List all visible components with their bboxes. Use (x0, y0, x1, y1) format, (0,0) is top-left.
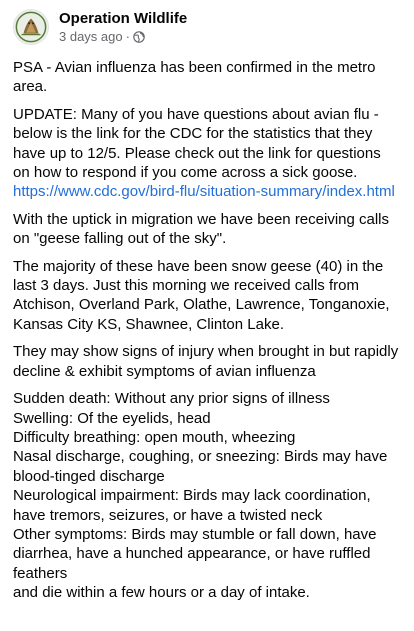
post-paragraph (13, 210, 400, 249)
post-text-line: Swelling: Of the eyelids, head (13, 409, 211, 427)
post-text-line: Sudden death: Without any prior signs of illness (13, 390, 330, 408)
post-text-line: Difficulty breathing: open mouth, wheezing (13, 428, 296, 446)
post-text-line: Nasal discharge, coughing, or sneezing: Birds may have blood-tinged discharge (13, 448, 388, 485)
post-subtitle (59, 29, 187, 45)
cdc-situation-link[interactable]: https://www.cdc.gov/bird-flu/situation-summary/index.html (13, 183, 395, 201)
post-paragraph (13, 257, 400, 335)
page-avatar[interactable] (13, 9, 49, 45)
post-paragraph (13, 342, 400, 381)
post-paragraph (13, 58, 400, 97)
page-name-link[interactable]: Operation Wildlife (59, 10, 188, 27)
wildlife-logo-icon (14, 10, 48, 44)
post-text-line: With the uptick in migration we have been receiving calls on "geese falling out of the sky". (13, 210, 390, 248)
post-paragraph (13, 389, 400, 602)
post-meta (59, 9, 187, 45)
post-text-line: UPDATE: Many of you have questions about avian flu - below is the link for the CDC for the statistics that they have up to 12/5. Please check out the link for questions on how to respond if you come across a sick goose. (13, 105, 381, 182)
post-paragraph (13, 105, 400, 202)
post-header (13, 6, 400, 48)
post-text-line: They may show signs of injury when brought in but rapidly decline & exhibit symptoms of avian influenza (13, 343, 399, 380)
separator-dot: · (125, 29, 130, 44)
post-text-line: The majority of these have been snow geese (40) in the last 3 days. Just this morning we received calls from Atchison, Overland Park, Olathe, Lawrence, Tonganoxie, Kansas City KS, Shawnee, Clinton Lake. (13, 257, 390, 333)
post-text-line: PSA - Avian influenza has been confirmed in the metro area. (13, 59, 376, 96)
post-text-line: and die within a few hours or a day of intake. (13, 584, 310, 602)
post-text-line: Other symptoms: Birds may stumble or fall down, have diarrhea, have a hunched appearance, or have ruffled feathers (13, 525, 377, 582)
globe-icon[interactable] (133, 31, 145, 43)
post-body (13, 58, 400, 603)
post-timestamp[interactable]: 3 days ago (59, 29, 123, 44)
post-text-line: Neurological impairment: Birds may lack coordination, have tremors, seizures, or have a twisted neck (13, 487, 371, 524)
